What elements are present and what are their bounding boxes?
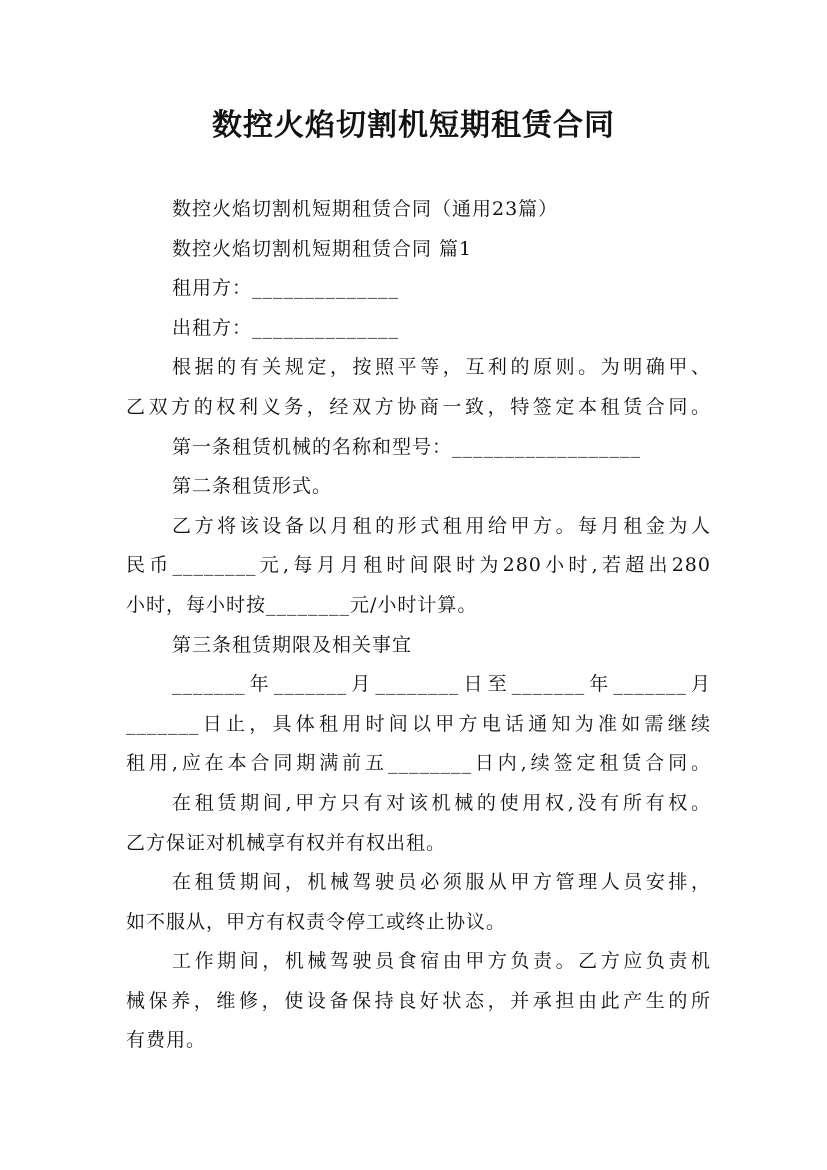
paragraph-line: 民币________元,每月月租时间限时为280小时,若超出280 [126, 554, 711, 577]
document-title: 数控火焰切割机短期租赁合同 [212, 108, 615, 143]
paragraph-line: 如不服从，甲方有权责令停工或终止协议。 [126, 910, 507, 933]
paragraph-line: 出租方：______________ [172, 316, 400, 339]
paragraph-line: 工作期间，机械驾驶员食宿由甲方负责。乙方应负责机 [172, 950, 711, 973]
paragraph-line: 械保养，维修，使设备保持良好状态，并承担由此产生的所 [126, 989, 711, 1012]
paragraph-line: 根据的有关规定，按照平等，互利的原则。为明确甲、 [172, 356, 711, 379]
paragraph-line: 乙双方的权利义务，经双方协商一致，特签定本租赁合同。 [126, 395, 711, 418]
paragraph-line: 第一条租赁机械的名称和型号：__________________ [172, 435, 642, 458]
paragraph-line: _______日止，具体租用时间以甲方电话通知为准如需继续 [126, 712, 711, 735]
paragraph-line: 乙方将该设备以月租的形式租用给甲方。每月租金为人 [172, 514, 711, 537]
paragraph-line: 小时，每小时按________元/小时计算。 [126, 593, 478, 616]
paragraph-line: 数控火焰切割机短期租赁合同 篇1 [172, 237, 473, 260]
paragraph-line: 有费用。 [126, 1029, 207, 1052]
paragraph-line: 第三条租赁期限及相关事宜 [172, 633, 413, 656]
paragraph-line: 数控火焰切割机短期租赁合同（通用23篇） [172, 198, 559, 220]
paragraph-line: 第二条租赁形式。 [172, 475, 333, 498]
paragraph-line: 租用,应在本合同期满前五________日内,续签定租赁合同。 [126, 752, 711, 775]
paragraph-line: 乙方保证对机械享有权并有权出租。 [126, 831, 447, 854]
paragraph-line: _______年_______月________日至_______年_______月 [172, 673, 711, 696]
document-body [126, 190, 711, 1061]
paragraph-line: 租用方：______________ [172, 277, 400, 300]
paragraph-line: 在租赁期间，机械驾驶员必须服从甲方管理人员安排， [172, 871, 711, 894]
paragraph-line: 在租赁期间,甲方只有对该机械的使用权,没有所有权。 [172, 791, 711, 814]
